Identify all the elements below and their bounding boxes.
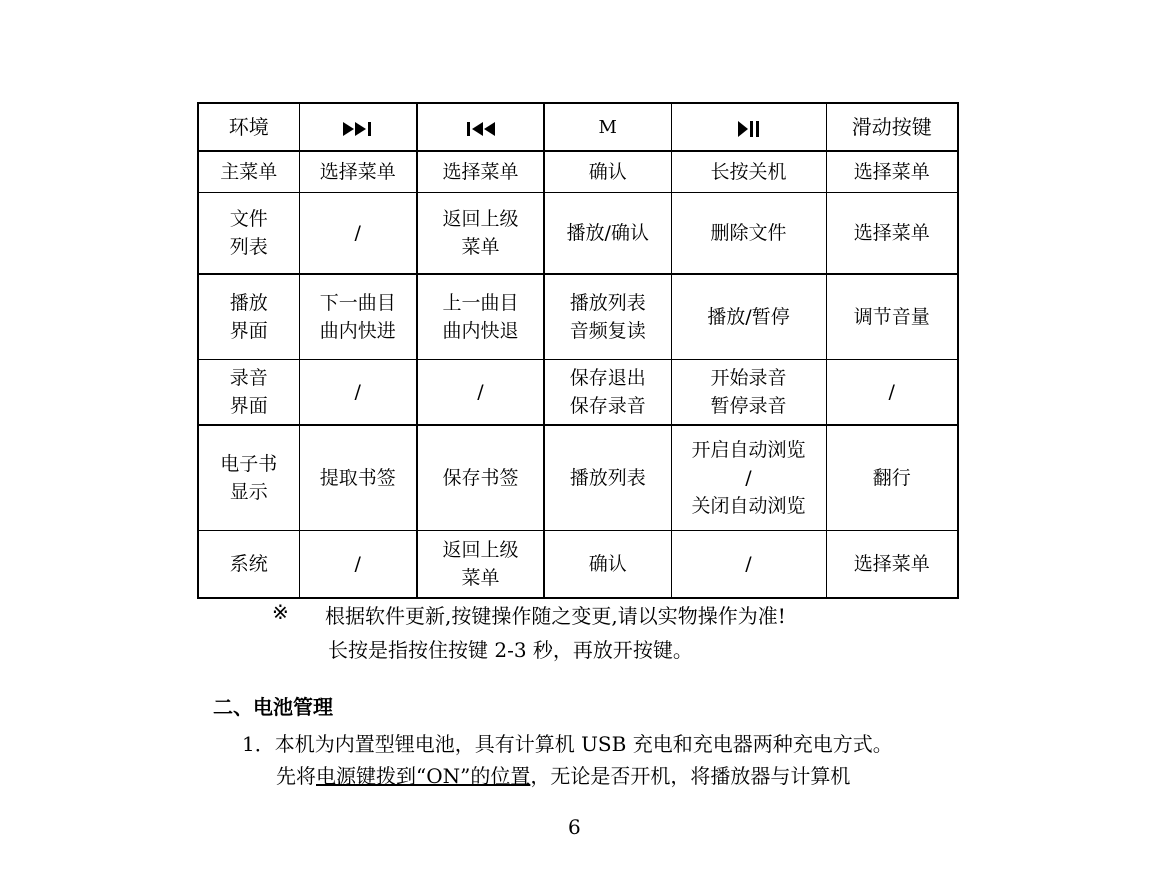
note-line-1: 根据软件更新,按键操作随之变更,请以实物操作为准! <box>325 604 786 628</box>
cell: 选择菜单 <box>299 151 417 193</box>
cell: 选择菜单 <box>417 151 544 193</box>
table-row-system <box>198 531 958 599</box>
cell: 保存书签 <box>417 425 544 531</box>
paragraph-2-pre: 先将 <box>276 764 316 788</box>
cell: / <box>299 360 417 426</box>
next-track-icon <box>343 122 373 136</box>
table-row-playback <box>198 274 958 360</box>
cell: 返回上级 菜单 <box>417 531 544 599</box>
cell: / <box>826 360 958 426</box>
cell: 调节音量 <box>826 274 958 360</box>
table-row-recording <box>198 360 958 426</box>
env-cell: 录音 界面 <box>198 360 299 426</box>
table-header-row <box>198 103 958 151</box>
cell: 保存退出 保存录音 <box>544 360 671 426</box>
header-play-pause-key <box>671 103 826 151</box>
cell: / <box>299 193 417 275</box>
cell: 长按关机 <box>671 151 826 193</box>
cell: / <box>299 531 417 599</box>
cell: 开启自动浏览 / 关闭自动浏览 <box>671 425 826 531</box>
cell: 删除文件 <box>671 193 826 275</box>
cell: 提取书签 <box>299 425 417 531</box>
cell: 确认 <box>544 531 671 599</box>
cell: 返回上级 菜单 <box>417 193 544 275</box>
m-key-label: M <box>598 117 617 138</box>
cell: 播放/暂停 <box>671 274 826 360</box>
header-next-key <box>299 103 417 151</box>
cell: 选择菜单 <box>826 193 958 275</box>
cell: 下一曲目 曲内快进 <box>299 274 417 360</box>
env-cell: 电子书 显示 <box>198 425 299 531</box>
play-pause-icon <box>738 121 760 137</box>
env-cell: 文件 列表 <box>198 193 299 275</box>
table-row-ebook <box>198 425 958 531</box>
prev-track-icon <box>466 122 496 136</box>
env-cell: 系统 <box>198 531 299 599</box>
paragraph-2 <box>276 760 850 789</box>
cell: 确认 <box>544 151 671 193</box>
cell: 选择菜单 <box>826 151 958 193</box>
note-line-2: 长按是指按住按键 2-3 秒，再放开按键。 <box>328 638 693 662</box>
header-slide-key: 滑动按键 <box>826 103 958 151</box>
note-mark: ※ <box>272 600 289 624</box>
header-prev-key <box>417 103 544 151</box>
paragraph-1: 1．本机为内置型锂电池，具有计算机 USB 充电和充电器两种充电方式。 <box>242 732 893 756</box>
section-title: 二、电池管理 <box>213 695 333 719</box>
paragraph-2-post: ，无论是否开机，将播放器与计算机 <box>530 764 851 788</box>
table-row-main-menu <box>198 151 958 193</box>
paragraph-2-underlined: 电源键拨到“ON”的位置 <box>316 764 531 788</box>
table-row-file-list <box>198 193 958 275</box>
cell: / <box>671 531 826 599</box>
header-environment: 环境 <box>198 103 299 151</box>
page-number: 6 <box>568 815 581 839</box>
env-cell: 主菜单 <box>198 151 299 193</box>
cell: 播放列表 音频复读 <box>544 274 671 360</box>
cell: / <box>417 360 544 426</box>
env-cell: 播放 界面 <box>198 274 299 360</box>
cell: 选择菜单 <box>826 531 958 599</box>
key-function-table <box>197 102 959 599</box>
cell: 播放列表 <box>544 425 671 531</box>
header-m-key <box>544 103 671 151</box>
cell: 翻行 <box>826 425 958 531</box>
cell: 播放/确认 <box>544 193 671 275</box>
cell: 开始录音 暂停录音 <box>671 360 826 426</box>
cell: 上一曲目 曲内快退 <box>417 274 544 360</box>
